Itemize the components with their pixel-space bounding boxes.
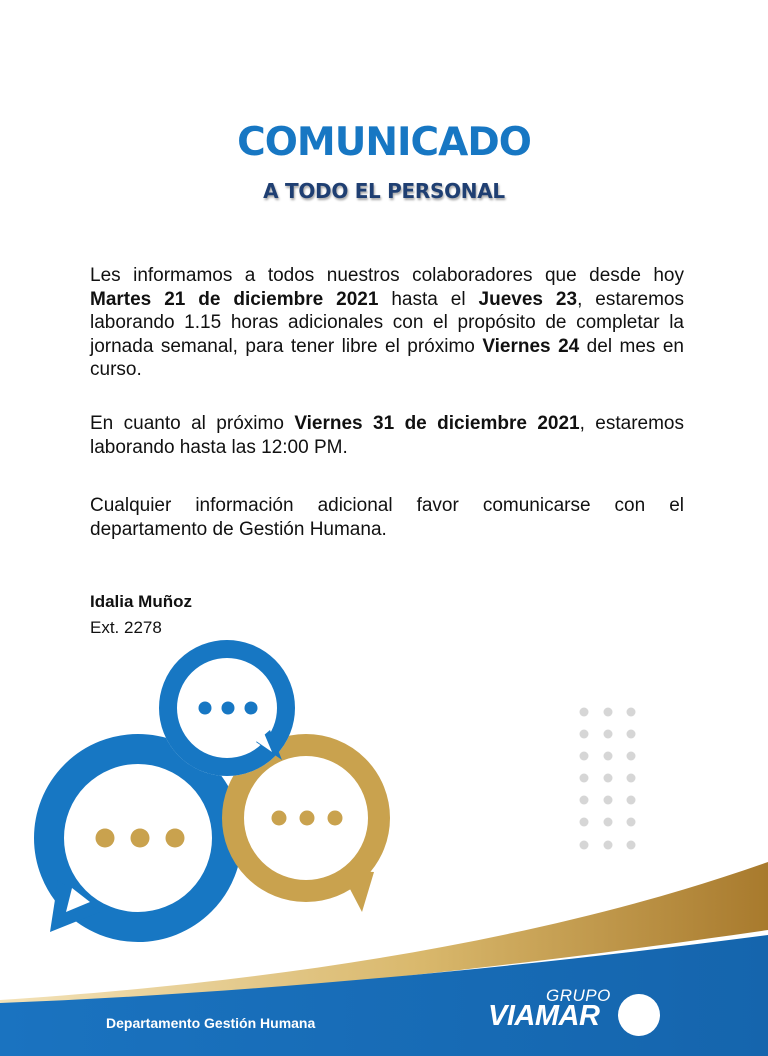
text-segment: , estaremos laborando hasta las 12:00 PM.	[90, 413, 685, 458]
text-segment: Cualquier información adicional favor comunicarse con el departamento de Gestión Humana.	[90, 495, 684, 540]
paragraph-dec31	[90, 412, 684, 459]
date-highlight: Martes 21 de diciembre 2021	[90, 288, 379, 310]
large-chat-bubble-icon	[49, 749, 227, 932]
signature-extension: Ext. 2278	[90, 618, 162, 637]
logo-circle-icon	[618, 994, 660, 1036]
paragraph-schedule	[90, 264, 684, 382]
text-segment: Les informamos a todos nuestros colaboradores que desde hoy	[90, 265, 684, 286]
dot-grid-decoration	[580, 708, 636, 850]
page-subtitle: A TODO EL PERSONAL	[263, 179, 505, 203]
text-segment: hasta el	[378, 288, 479, 310]
signature-name: Idalia Muñoz	[90, 592, 192, 611]
logo-grupo-text: GRUPO	[546, 986, 611, 1005]
text-segment: En cuanto al próximo	[90, 413, 295, 434]
date-highlight: Viernes 24	[482, 335, 580, 357]
text-segment: del mes en curso.	[90, 335, 684, 380]
date-highlight: Jueves 23	[478, 288, 578, 310]
footer-department: Departamento Gestión Humana	[106, 1015, 316, 1031]
page-title: COMUNICADO	[237, 120, 531, 165]
logo-viamar-text: VIAMAR	[488, 1000, 600, 1032]
small-chat-bubble-icon	[159, 640, 295, 776]
date-highlight: Viernes 31 de diciembre 2021	[294, 413, 580, 434]
paragraph-contact	[90, 494, 684, 541]
gold-chat-bubble-icon	[233, 745, 379, 912]
text-segment: , estaremos laborando 1.15 horas adicionales con el propósito de completar la jornada semanal, para tener libre el próximo	[90, 288, 684, 357]
